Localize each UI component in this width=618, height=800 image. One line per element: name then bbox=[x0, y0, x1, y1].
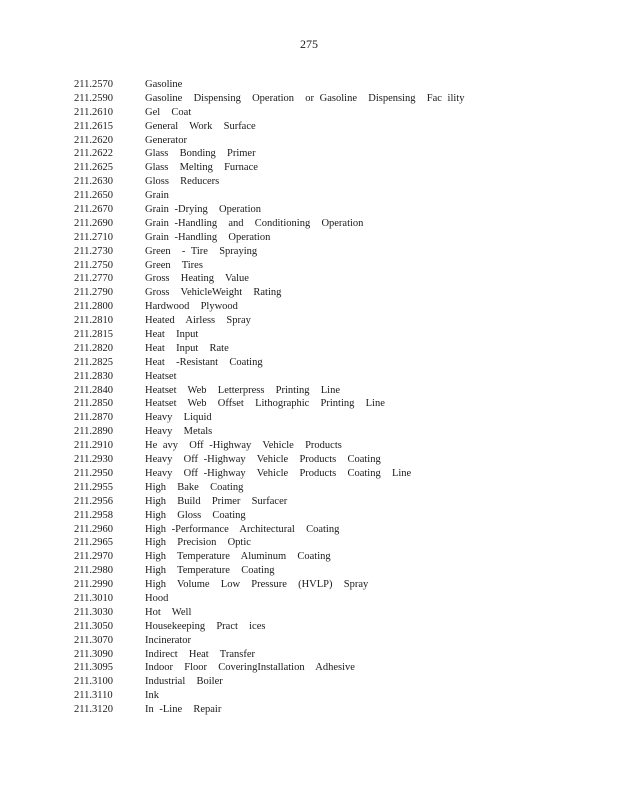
defined-term: Heat Input Rate bbox=[145, 342, 229, 354]
defined-term: Heavy Off -Highway Vehicle Products Coating bbox=[145, 454, 381, 466]
section-number: 211.2710 bbox=[74, 231, 113, 243]
section-number: 211.3030 bbox=[74, 606, 113, 618]
section-number: 211.3050 bbox=[74, 620, 113, 632]
section-number: 211.3100 bbox=[74, 676, 113, 688]
index-entry bbox=[74, 495, 464, 509]
section-number: 211.2830 bbox=[74, 370, 113, 382]
index-entry bbox=[74, 675, 464, 689]
defined-term: Heat Input bbox=[145, 329, 199, 341]
defined-term: Heatset Web Offset Lithographic Printing Line bbox=[145, 398, 385, 410]
section-number: 211.3090 bbox=[74, 648, 113, 660]
section-number: 211.2650 bbox=[74, 190, 113, 202]
defined-term: Gasoline Dispensing Operation or Gasoline Dispensing Fac ility bbox=[145, 92, 465, 104]
index-entry bbox=[74, 397, 464, 411]
index-entry bbox=[74, 245, 464, 259]
section-number: 211.2825 bbox=[74, 356, 113, 368]
index-entry bbox=[74, 467, 464, 481]
index-entry bbox=[74, 578, 464, 592]
index-entry bbox=[74, 703, 464, 717]
section-number: 211.2790 bbox=[74, 287, 113, 299]
index-entry bbox=[74, 134, 464, 148]
index-entry bbox=[74, 92, 464, 106]
index-entry bbox=[74, 536, 464, 550]
index-entry bbox=[74, 606, 464, 620]
index-entry bbox=[74, 328, 464, 342]
defined-term: General Work Surface bbox=[145, 120, 256, 132]
section-number: 211.2810 bbox=[74, 315, 113, 327]
defined-term: Gross VehicleWeight Rating bbox=[145, 287, 282, 299]
section-number: 211.2840 bbox=[74, 384, 113, 396]
defined-term: Ink bbox=[145, 690, 159, 702]
index-entry bbox=[74, 481, 464, 495]
section-number: 211.2800 bbox=[74, 301, 113, 313]
section-number: 211.3120 bbox=[74, 704, 113, 716]
index-entry bbox=[74, 648, 464, 662]
index-entry bbox=[74, 620, 464, 634]
defined-term: Indirect Heat Transfer bbox=[145, 648, 255, 660]
section-number: 211.2850 bbox=[74, 398, 113, 410]
section-number: 211.3095 bbox=[74, 662, 113, 674]
defined-term: High Gloss Coating bbox=[145, 509, 246, 521]
defined-term: Grain bbox=[145, 190, 169, 202]
index-entry bbox=[74, 550, 464, 564]
defined-term: Gross Heating Value bbox=[145, 273, 249, 285]
section-number: 211.2970 bbox=[74, 551, 113, 563]
defined-term: Heatset bbox=[145, 370, 177, 382]
section-number: 211.2622 bbox=[74, 148, 113, 160]
defined-term: Heatset Web Letterpress Printing Line bbox=[145, 384, 340, 396]
section-number: 211.2690 bbox=[74, 217, 113, 229]
section-number: 211.3010 bbox=[74, 592, 113, 604]
section-number: 211.2625 bbox=[74, 162, 113, 174]
index-entry bbox=[74, 661, 464, 675]
defined-term: Green - Tire Spraying bbox=[145, 245, 258, 257]
index-entry bbox=[74, 453, 464, 467]
defined-term: Industrial Boiler bbox=[145, 676, 223, 688]
defined-term: Heat -Resistant Coating bbox=[145, 356, 263, 368]
index-entry bbox=[74, 439, 464, 453]
defined-term: Housekeeping Pract ices bbox=[145, 620, 266, 632]
defined-term: Indoor Floor CoveringInstallation Adhesive bbox=[145, 662, 355, 674]
defined-term: Gasoline bbox=[145, 79, 183, 90]
defined-term: Heavy Liquid bbox=[145, 412, 212, 424]
section-number: 211.2958 bbox=[74, 509, 113, 521]
section-number: 211.2950 bbox=[74, 467, 113, 479]
index-entry bbox=[74, 592, 464, 606]
index-entry bbox=[74, 120, 464, 134]
defined-term: High Temperature Aluminum Coating bbox=[145, 551, 331, 563]
section-number: 211.2770 bbox=[74, 273, 113, 285]
index-entry bbox=[74, 175, 464, 189]
section-number: 211.2750 bbox=[74, 259, 113, 271]
defined-term: Incinerator bbox=[145, 634, 192, 646]
section-number: 211.2980 bbox=[74, 565, 113, 577]
index-entry bbox=[74, 286, 464, 300]
defined-term: High Volume Low Pressure (HVLP) Spray bbox=[145, 579, 369, 591]
index-entry bbox=[74, 106, 464, 120]
index-entry bbox=[74, 314, 464, 328]
index-entry bbox=[74, 147, 464, 161]
index-entry bbox=[74, 78, 464, 92]
section-number: 211.3070 bbox=[74, 634, 113, 646]
section-number: 211.2620 bbox=[74, 134, 113, 146]
index-entry bbox=[74, 634, 464, 648]
index-entry bbox=[74, 203, 464, 217]
index-entry bbox=[74, 217, 464, 231]
defined-term: Hood bbox=[145, 592, 169, 604]
defined-term: Hot Well bbox=[145, 606, 192, 618]
section-number: 211.2630 bbox=[74, 176, 113, 188]
section-number: 211.2965 bbox=[74, 537, 113, 549]
index-entry bbox=[74, 161, 464, 175]
defined-term: Grain -Handling Operation bbox=[145, 231, 271, 243]
section-number: 211.2960 bbox=[74, 523, 113, 535]
section-number: 211.2956 bbox=[74, 495, 113, 507]
section-number: 211.2610 bbox=[74, 106, 113, 118]
defined-term: High Precision Optic bbox=[145, 537, 251, 549]
defined-term: Grain -Drying Operation bbox=[145, 204, 262, 216]
index-entry bbox=[74, 564, 464, 578]
section-number: 211.2815 bbox=[74, 329, 113, 341]
defined-term: High Build Primer Surfacer bbox=[145, 495, 288, 507]
index-entry bbox=[74, 689, 464, 703]
defined-term: In -Line Repair bbox=[145, 704, 222, 716]
defined-term: High Temperature Coating bbox=[145, 565, 275, 577]
section-number: 211.2590 bbox=[74, 92, 113, 104]
defined-term: Hardwood Plywood bbox=[145, 301, 238, 313]
defined-term: High Bake Coating bbox=[145, 481, 244, 493]
section-number: 211.2955 bbox=[74, 481, 113, 493]
index-entry bbox=[74, 523, 464, 537]
index-entry bbox=[74, 259, 464, 273]
section-number: 211.2670 bbox=[74, 204, 113, 216]
index-entry bbox=[74, 384, 464, 398]
defined-term: Heavy Metals bbox=[145, 426, 213, 438]
index-entry bbox=[74, 189, 464, 203]
defined-term: Green Tires bbox=[145, 259, 203, 271]
defined-term: Heavy Off -Highway Vehicle Products Coating Line bbox=[145, 467, 412, 479]
defined-term: Glass Bonding Primer bbox=[145, 148, 256, 160]
section-number: 211.2870 bbox=[74, 412, 113, 424]
section-number: 211.2730 bbox=[74, 245, 113, 257]
defined-term: Gloss Reducers bbox=[145, 176, 220, 188]
page-number: 275 bbox=[300, 37, 318, 51]
defined-term: Heated Airless Spray bbox=[145, 315, 251, 327]
defined-term: High -Performance Architectural Coating bbox=[145, 523, 340, 535]
section-number: 211.2910 bbox=[74, 440, 113, 452]
defined-term: Generator bbox=[145, 134, 187, 146]
defined-term: Gel Coat bbox=[145, 106, 192, 118]
section-number: 211.2820 bbox=[74, 342, 113, 354]
index-entry bbox=[74, 272, 464, 286]
defined-term: He avy Off -Highway Vehicle Products bbox=[145, 440, 342, 452]
section-number: 211.2930 bbox=[74, 454, 113, 466]
defined-term: Glass Melting Furnace bbox=[145, 162, 258, 174]
definition-index-list bbox=[74, 78, 464, 717]
index-entry bbox=[74, 370, 464, 384]
index-entry bbox=[74, 411, 464, 425]
defined-term: Grain -Handling and Conditioning Operation bbox=[145, 217, 364, 229]
index-entry bbox=[74, 342, 464, 356]
index-entry bbox=[74, 356, 464, 370]
section-number: 211.3110 bbox=[74, 690, 113, 702]
index-entry bbox=[74, 300, 464, 314]
section-number: 211.2570 bbox=[74, 79, 113, 90]
index-entry bbox=[74, 425, 464, 439]
section-number: 211.2615 bbox=[74, 120, 113, 132]
index-entry bbox=[74, 509, 464, 523]
index-entry bbox=[74, 231, 464, 245]
section-number: 211.2990 bbox=[74, 579, 113, 591]
section-number: 211.2890 bbox=[74, 426, 113, 438]
